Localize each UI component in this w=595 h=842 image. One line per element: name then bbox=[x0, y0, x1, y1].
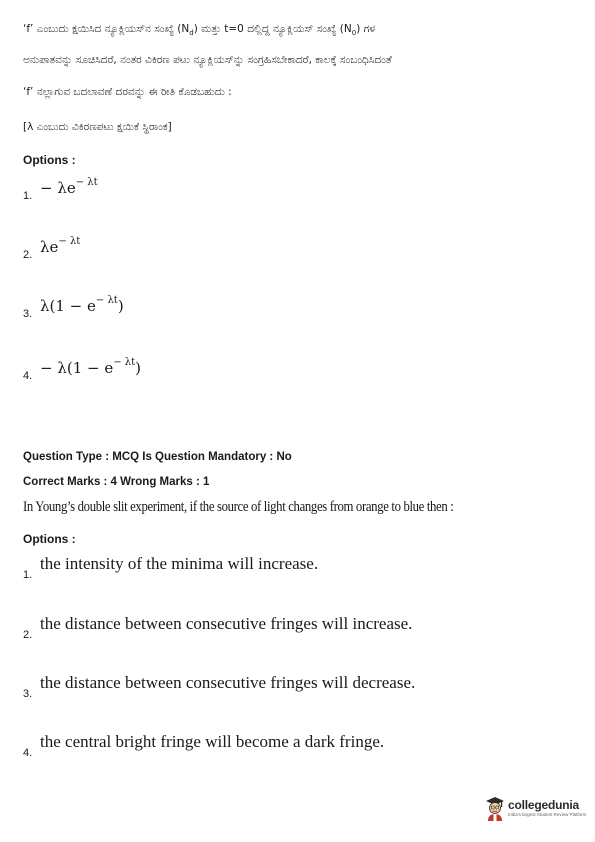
q2-option-3-number: 3. bbox=[23, 688, 33, 700]
q2-question-text: In Young’s double slit experiment, if the source of light changes from orange to blue then : bbox=[23, 499, 454, 515]
q2-marks-line: Correct Marks : 4 Wrong Marks : 1 bbox=[23, 476, 210, 488]
q2-type-line: Question Type : MCQ Is Question Mandatory : No bbox=[23, 451, 292, 463]
graduate-mascot-icon bbox=[484, 795, 506, 821]
q1-note: [λ ಎಂಬುದು ವಿಕಿರಣಪಟು ಕ್ಷಯಿಕೆ ಸ್ಥಿರಾಂಕ] bbox=[23, 121, 172, 133]
q1-line-1-end: ) ಗಳ bbox=[356, 23, 376, 35]
q2-option-2-text[interactable]: the distance between consecutive fringes will increase. bbox=[40, 614, 413, 633]
q1-option-1-base: − λe bbox=[40, 179, 76, 197]
q1-line-1-mid: ) ಮತ್ತು t=0 ದಲ್ಲಿದ್ದ ನ್ಯೂಕ್ಲಿಯಸ್ ಸಂಖ್ಯೆ (N bbox=[193, 23, 352, 35]
q1-option-3-base: λ(1 − e bbox=[40, 297, 96, 315]
q1-option-3-formula[interactable] bbox=[40, 295, 124, 315]
q1-option-4-base: − λ(1 − e bbox=[40, 359, 114, 377]
q2-option-1-number: 1. bbox=[23, 569, 33, 581]
q1-option-3-number: 3. bbox=[23, 308, 33, 320]
q2-option-3-text[interactable]: the distance between consecutive fringes will decrease. bbox=[40, 673, 416, 692]
q2-option-4-number: 4. bbox=[23, 747, 33, 759]
q1-options-heading: Options : bbox=[23, 153, 76, 167]
q1-line-2: ಅನುಪಾತವನ್ನು ಸೂಚಿಸಿದರೆ, ನಂತರ ವಿಕಿರಣ ಪಟು ನ್ಯೂಕ್ಲಿಯಸ್‌ನ್ನು ಸಂಗ್ರಹಿಸಬೇಕಾದರೆ, ಕಾಲಕ್ಕೆ ಸಂಬಂಧಿಸಿದಂತೆ bbox=[23, 54, 392, 66]
q1-option-2-number: 2. bbox=[23, 249, 33, 261]
q1-option-4-formula[interactable] bbox=[40, 357, 141, 377]
q1-option-4-exponent: − λt bbox=[113, 357, 136, 368]
q1-option-1-number: 1. bbox=[23, 190, 33, 202]
logo-tagline: India's largest Student Review Platform bbox=[508, 812, 587, 817]
q2-option-1-text[interactable]: the intensity of the minima will increase. bbox=[40, 554, 319, 573]
q1-option-2-formula[interactable] bbox=[40, 236, 80, 256]
collegedunia-logo bbox=[484, 795, 587, 823]
q1-line-1-start: ‘f’ ಎಂಬುದು ಕ್ಷಯಿಸಿದ ನ್ಯೂಕ್ಲಿಯಸ್‌ನ ಸಂಖ್ಯೆ (N bbox=[23, 23, 190, 35]
q1-sub-0: 0 bbox=[351, 29, 357, 38]
q1-line-3: ‘f’ ನಲ್ಲಾಗುವ ಬದಲಾವಣೆ ದರವನ್ನು ಈ ರೀತಿ ಕೊಡಬಹುದು : bbox=[23, 86, 232, 98]
q1-option-1-exponent: − λt bbox=[75, 177, 98, 188]
q1-line-1 bbox=[23, 22, 375, 40]
q1-option-4-tail: ) bbox=[135, 359, 142, 377]
logo-wordmark: collegedunia bbox=[508, 798, 579, 812]
q1-option-2-base: λe bbox=[40, 238, 59, 256]
q1-option-3-exponent: − λt bbox=[95, 295, 118, 306]
q1-option-2-exponent: − λt bbox=[58, 236, 81, 247]
q1-sub-d: d bbox=[189, 29, 194, 38]
q2-option-4-text[interactable]: the central bright fringe will become a dark fringe. bbox=[40, 732, 385, 751]
q1-option-1-formula[interactable] bbox=[40, 177, 98, 197]
q2-option-2-number: 2. bbox=[23, 629, 33, 641]
q1-option-3-tail: ) bbox=[117, 297, 124, 315]
q2-options-heading: Options : bbox=[23, 532, 76, 546]
q1-option-4-number: 4. bbox=[23, 370, 33, 382]
